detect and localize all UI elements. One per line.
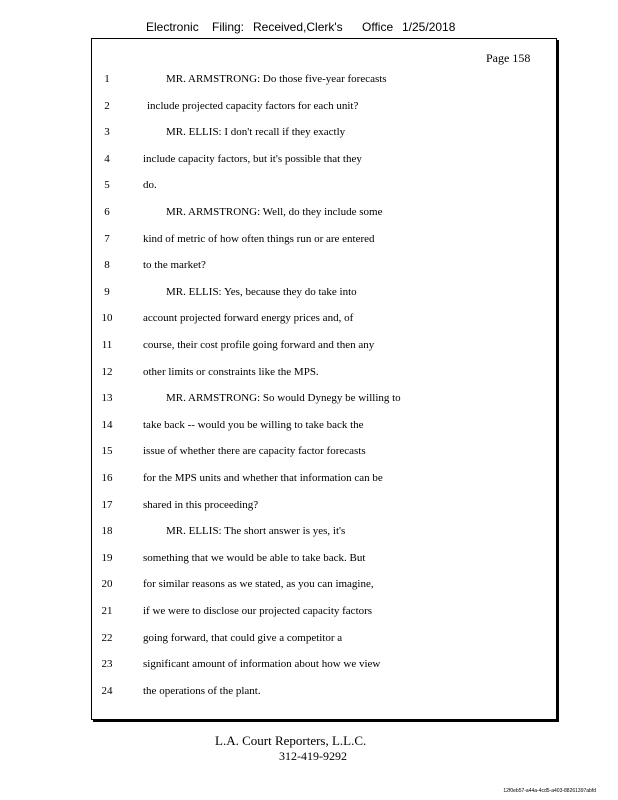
- transcript-line: [0, 312, 560, 328]
- transcript-line: [0, 578, 560, 594]
- transcript-line: [0, 499, 560, 515]
- line-number: 10: [101, 312, 113, 325]
- line-text: other limits or constraints like the MPS.: [143, 365, 319, 378]
- transcript-line: [0, 73, 560, 89]
- header-electronic: Electronic: [146, 20, 199, 34]
- transcript-line: [0, 552, 560, 568]
- header-filing: Filing:: [212, 20, 245, 34]
- line-text: something that we would be able to take back. But: [143, 551, 366, 564]
- line-number: 11: [101, 339, 113, 351]
- line-number: 16: [101, 472, 113, 484]
- transcript-line: [0, 632, 560, 648]
- line-number: 7: [104, 232, 110, 245]
- document-hash: 12f0eb57-a44a-4cd5-a403-88261397abfd: [503, 788, 596, 794]
- line-number: 17: [101, 498, 113, 511]
- line-number: 15: [101, 445, 113, 458]
- line-number: 24: [101, 684, 113, 697]
- line-text: MR. ELLIS: I don't recall if they exactly: [166, 126, 346, 139]
- transcript-line: [0, 259, 560, 275]
- line-text: for the MPS units and whether that information can be: [143, 472, 383, 484]
- transcript-line: [0, 392, 560, 408]
- transcript-line: [0, 685, 560, 701]
- transcript-line: [0, 366, 560, 382]
- line-number: 5: [104, 179, 110, 192]
- line-number: 20: [101, 578, 113, 591]
- footer-phone: 312-419-9292: [279, 749, 347, 763]
- line-number: 14: [101, 418, 113, 431]
- transcript-line: [0, 419, 560, 435]
- line-text: include capacity factors, but it's possible that they: [143, 152, 362, 165]
- transcript-line: [0, 658, 560, 674]
- line-number: 21: [101, 605, 113, 617]
- line-number: 13: [101, 392, 113, 405]
- transcript-line: [0, 472, 560, 488]
- line-text: MR. ELLIS: Yes, because they do take into: [166, 285, 357, 298]
- line-number: 3: [104, 126, 110, 139]
- transcript-line: [0, 153, 560, 169]
- line-number: 4: [104, 152, 110, 165]
- line-text: account projected forward energy prices and, of: [143, 312, 354, 325]
- line-number: 22: [101, 631, 113, 644]
- line-text: the operations of the plant.: [143, 684, 261, 697]
- line-text: going forward, that could give a competitor a: [143, 631, 343, 644]
- page-number: Page 158: [486, 51, 531, 65]
- transcript-line: [0, 206, 560, 222]
- line-text: if we were to disclose our projected capacity factors: [143, 605, 373, 617]
- line-number: 23: [101, 658, 113, 671]
- line-text: do.: [143, 179, 157, 192]
- line-number: 1: [104, 73, 110, 85]
- transcript-line: [0, 525, 560, 541]
- line-number: 8: [104, 259, 110, 272]
- header-date: 1/25/2018: [402, 20, 456, 34]
- transcript-line: [0, 100, 560, 116]
- line-text: MR. ARMSTRONG: Well, do they include some: [166, 206, 383, 218]
- transcript-line: [0, 179, 560, 195]
- line-text: MR. ARMSTRONG: So would Dynegy be willing to: [166, 392, 401, 405]
- header-received-clerks: Received,Clerk's: [253, 20, 343, 34]
- transcript-line: [0, 126, 560, 142]
- line-text: MR. ARMSTRONG: Do those five-year forecasts: [166, 73, 387, 85]
- filing-header: [0, 20, 618, 36]
- line-number: 19: [101, 551, 113, 564]
- line-text: include projected capacity factors for each unit?: [147, 99, 359, 112]
- line-text: issue of whether there are capacity factor forecasts: [143, 445, 366, 458]
- line-number: 18: [101, 525, 113, 538]
- line-text: shared in this proceeding?: [143, 498, 259, 511]
- line-text: kind of metric of how often things run or are entered: [143, 232, 375, 245]
- line-text: take back -- would you be willing to take back the: [143, 418, 364, 431]
- line-text: MR. ELLIS: The short answer is yes, it's: [166, 525, 346, 538]
- transcript-line: [0, 605, 560, 621]
- transcript-line: [0, 339, 560, 355]
- transcript-line: [0, 445, 560, 461]
- line-number: 6: [104, 206, 110, 218]
- line-number: 9: [104, 285, 110, 298]
- transcript-line: [0, 286, 560, 302]
- line-text: for similar reasons as we stated, as you can imagine,: [143, 578, 374, 591]
- header-office: Office: [362, 20, 394, 34]
- footer-company-name: L.A. Court Reporters, L.L.C.: [215, 733, 367, 748]
- line-text: course, their cost profile going forward and then any: [143, 339, 375, 351]
- line-text: to the market?: [143, 259, 206, 272]
- line-number: 12: [101, 365, 113, 378]
- line-number: 2: [104, 99, 110, 112]
- transcript-line: [0, 233, 560, 249]
- line-text: significant amount of information about how we view: [143, 658, 381, 671]
